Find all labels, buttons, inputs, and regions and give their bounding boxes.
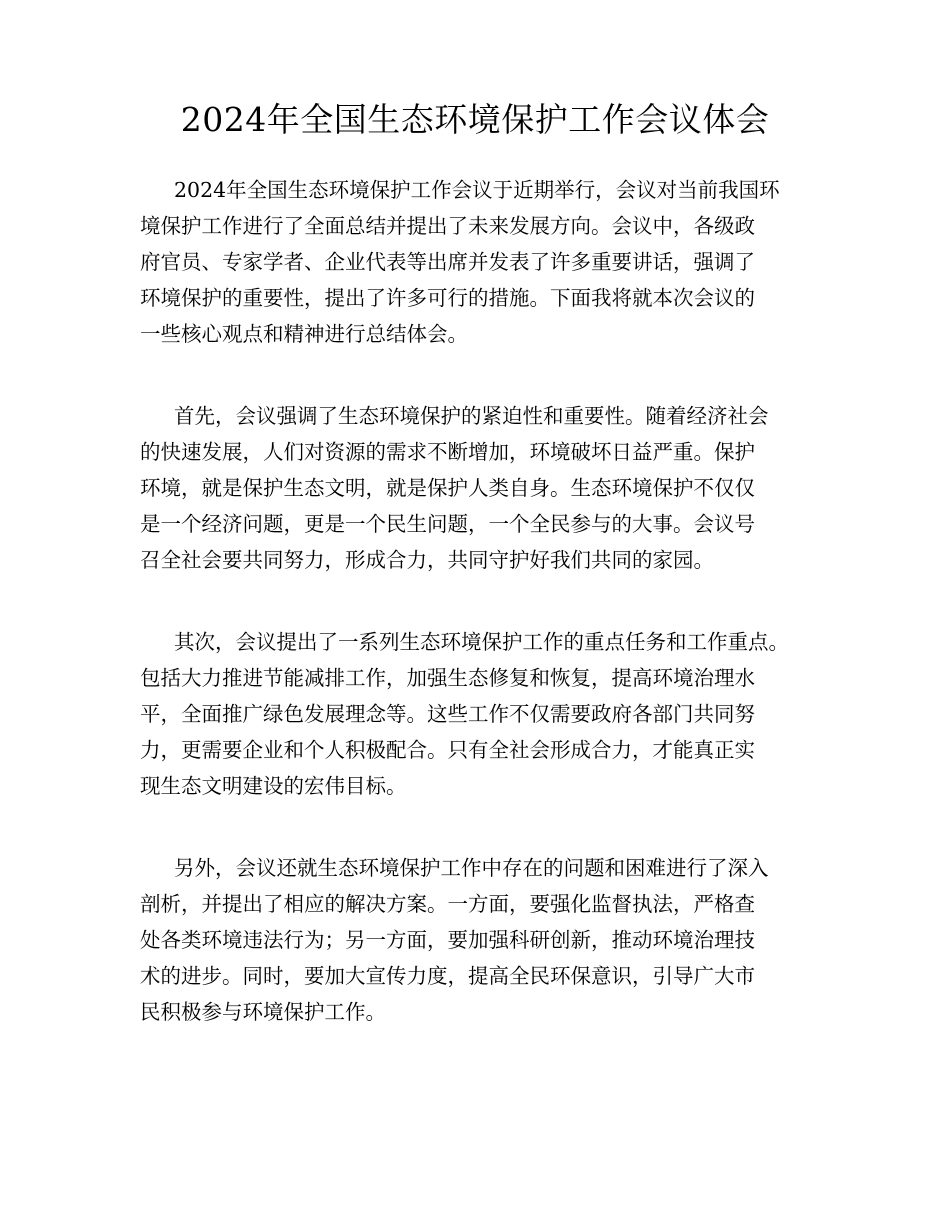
paragraph-line: 术的进步。同时，要加大宣传力度，提高全民环保意识，引导广大市	[140, 964, 755, 988]
paragraph-1	[140, 172, 840, 352]
paragraph-line: 首先，会议强调了生态环境保护的紧迫性和重要性。随着经济社会	[174, 404, 769, 428]
paragraph-line: 环境，就是保护生态文明，就是保护人类自身。生态环境保护不仅仅	[140, 476, 755, 500]
paragraph-line: 剖析，并提出了相应的解决方案。一方面，要强化监督执法，严格查	[140, 892, 755, 916]
paragraph-line: 2024年全国生态环境保护工作会议于近期举行，会议对当前我国环	[174, 178, 780, 202]
paragraph-4	[140, 850, 840, 1030]
paragraph-line: 境保护工作进行了全面总结并提出了未来发展方向。会议中，各级政	[140, 214, 755, 238]
paragraph-line: 府官员、专家学者、企业代表等出席并发表了许多重要讲话，强调了	[140, 250, 755, 274]
paragraph-line: 力，更需要企业和个人积极配合。只有全社会形成合力，才能真正实	[140, 738, 755, 762]
paragraph-line: 平，全面推广绿色发展理念等。这些工作不仅需要政府各部门共同努	[140, 702, 755, 726]
paragraph-line: 其次，会议提出了一系列生态环境保护工作的重点任务和工作重点。	[174, 630, 789, 654]
paragraph-2	[140, 398, 840, 578]
paragraph-line: 是一个经济问题，更是一个民生问题，一个全民参与的大事。会议号	[140, 512, 755, 536]
paragraph-3	[140, 624, 840, 804]
document-title: 2024年全国生态环境保护工作会议体会	[180, 100, 770, 139]
paragraph-line: 一些核心观点和精神进行总结体会。	[140, 322, 468, 346]
paragraph-line: 召全社会要共同努力，形成合力，共同守护好我们共同的家园。	[140, 548, 714, 572]
paragraph-line: 包括大力推进节能减排工作，加强生态修复和恢复，提高环境治理水	[140, 666, 755, 690]
paragraph-line: 现生态文明建设的宏伟目标。	[140, 774, 407, 798]
paragraph-line: 处各类环境违法行为；另一方面，要加强科研创新，推动环境治理技	[140, 928, 755, 952]
paragraph-line: 的快速发展，人们对资源的需求不断增加，环境破坏日益严重。保护	[140, 440, 755, 464]
paragraph-line: 民积极参与环境保护工作。	[140, 1000, 386, 1024]
paragraph-line: 另外，会议还就生态环境保护工作中存在的问题和困难进行了深入	[174, 856, 769, 880]
paragraph-line: 环境保护的重要性，提出了许多可行的措施。下面我将就本次会议的	[140, 286, 755, 310]
